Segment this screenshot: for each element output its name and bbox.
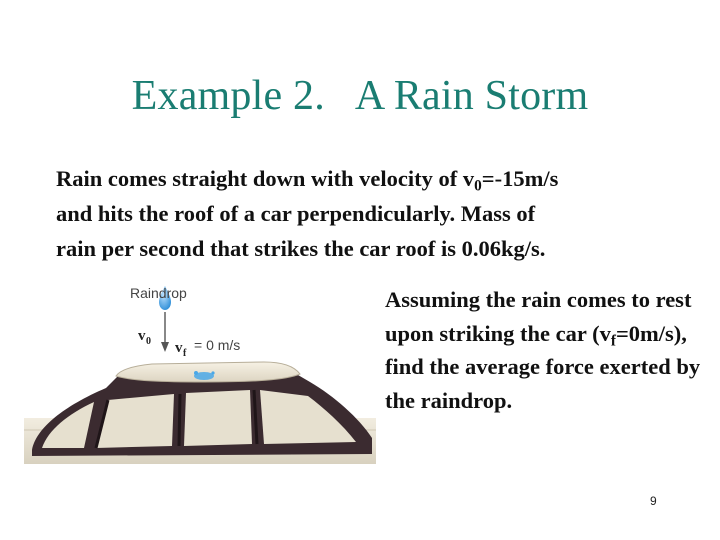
vf-subscript: f [610,331,616,349]
problem-line-1: Rain comes straight down with velocity of $v_0=-15m/s$ [56,166,559,195]
vf-label-sub: f [183,348,187,359]
raindrop-label: Raindrop [130,285,187,301]
problem-line-3: rain per second that strikes the car roof is 0.06kg/s. [56,236,546,261]
car-roof-figure [24,278,376,464]
v0-subscript: 0 [474,177,482,195]
title-topic: A Rain Storm [354,73,589,119]
problem-statement [56,161,696,266]
question-text: Assuming the rain comes to rest upon striking the car $(v_f=0m/s)$, find the average force exerted by the raindrop. [385,287,701,413]
vf-label: v [175,340,183,356]
problem-line-2: and hits the roof of a car perpendicularly. Mass of [56,201,536,226]
title-example-label: Example 2. [131,73,325,119]
page-number: 9 [650,494,657,508]
slide-title [0,72,720,120]
car-roof-illustration [24,278,376,464]
v0-label: v [138,328,146,344]
vf-value: = 0 m/s [194,337,241,353]
v0-label-sub: 0 [146,336,151,347]
